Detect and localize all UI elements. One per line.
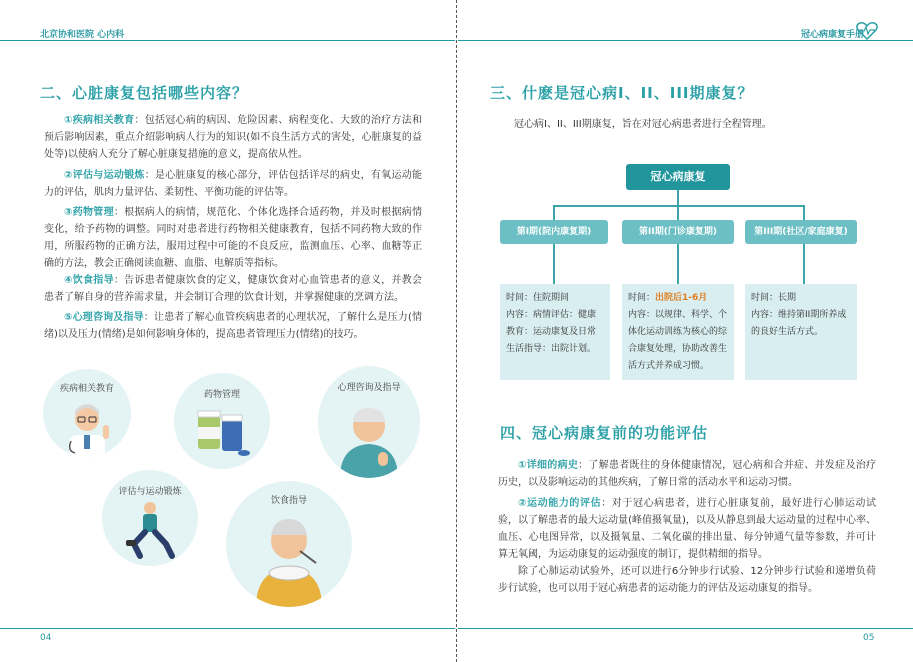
circle-label: 心理咨询及指导 [337, 383, 401, 393]
medicine-bottle-icon [194, 409, 254, 457]
eating-man-icon [252, 511, 326, 607]
item-education [44, 112, 422, 163]
section-3-intro: 冠心病I、II、III期康复，旨在对冠心病患者进行全程管理。 [514, 119, 772, 130]
phase-2-detail [622, 284, 734, 380]
item-text: ：是心脏康复的核心部分，评估包括详尽的病史，有氧运动能力的评估，肌肉力量评估、柔韧性、平衡功能的评估等。 [44, 170, 423, 198]
section-4-title: 四、冠心病康复前的功能评估 [500, 424, 709, 442]
item-psych [44, 309, 422, 343]
item-term: ②评估与运动锻炼 [64, 170, 145, 181]
detail-time [751, 290, 851, 307]
detail-time [506, 290, 604, 307]
detail-content-label: 内容： [506, 310, 534, 320]
circle-psych [318, 366, 420, 478]
item-text: ：告诉患者健康饮食的定义，健康饮食对心血管患者的意义，并教会患者了解自身的营养需求量，并会制订合理的饮食计划，并掌握健康的烹调方法。 [44, 275, 423, 303]
detail-time-value: 住院期间 [533, 293, 570, 303]
elderly-man-icon [334, 396, 404, 478]
right-page [458, 0, 913, 662]
detail-time-label: 时间： [506, 293, 534, 303]
right-bottom-rule [458, 628, 913, 629]
detail-time-value: 长期 [778, 293, 797, 303]
phase-2-label: 第II期(门诊康复期) [622, 220, 734, 244]
heart-pulse-icon [856, 22, 878, 40]
detail-time [628, 290, 728, 307]
detail-time-label: 时间： [628, 293, 656, 303]
detail-content-value: 维持第II期所养成的良好生活方式。 [751, 310, 847, 337]
detail-content [628, 307, 728, 375]
right-page-number: 05 [863, 633, 875, 643]
left-page [0, 0, 455, 662]
item-term: ③药物管理 [64, 207, 114, 218]
circle-label: 药物管理 [203, 390, 240, 400]
phase-3-label: 第III期(社区/家庭康复) [745, 220, 857, 244]
right-header: 冠心病康复手册 [801, 30, 865, 40]
flow-connector [803, 205, 805, 220]
left-page-number: 04 [40, 633, 52, 643]
detail-content-value: 病情评估：健康教育：运动康复及日常生活指导：出院计划。 [506, 310, 597, 354]
detail-content [506, 307, 604, 358]
flow-connector [677, 205, 679, 220]
flow-root: 冠心病康复 [626, 164, 730, 190]
book-spine [456, 0, 457, 662]
item-text: ：包括冠心病的病因、危险因素、病程变化、大致的治疗方法和预后影响因素，重点介绍影响病人行为的知识(如不良生活方式的害处，心脏康复的益处等)以使病人充分了解心脏康复措施的意义，提高依从性。 [44, 115, 423, 160]
detail-content-label: 内容： [751, 310, 779, 320]
detail-time-label: 时间： [751, 293, 779, 303]
item-text: ：根据病人的病情，规范化、个体化选择合适药物，并及时根据病情变化，给予药物的调整。同时对患者进行药物相关健康教育，包括不同药物大致的作用，所服药物的正确方法，服用过程中可能的不良反应，监测血压、心率、血糖等正确的方法，教会正确阅读血糖、血脂、电解质等指标。 [44, 207, 423, 269]
left-bottom-rule [0, 628, 455, 629]
circle-label: 疾病相关教育 [59, 384, 114, 394]
detail-time-value: 出院后1-6月 [655, 293, 708, 303]
flow-connector [803, 244, 805, 284]
item-text: ：对于冠心病患者，进行心脏康复前，最好进行心肺运动试验，以了解患者的最大运动量(峰值摄氧量)，以及从静息到最大运动量的过程中心率、血压、心电图异常，以及摄氧量、二氧化碳的排出量、每分钟通气量等参数，并可计算无氧阈，为运动康复的运动强度的制订，提供精细的指导。 [498, 498, 876, 560]
right-top-rule [458, 40, 913, 41]
circle-diet [226, 481, 352, 607]
phase-3-detail [745, 284, 857, 380]
left-top-rule [0, 40, 455, 41]
flow-connector [553, 205, 555, 220]
section-2-title: 二、心脏康复包括哪些内容？ [40, 84, 249, 102]
flow-connector [677, 244, 679, 284]
item-term: ⑤心理咨询及指导 [64, 312, 144, 323]
item-diet [44, 272, 422, 306]
item-exercise [44, 167, 422, 201]
left-header: 北京协和医院 心内科 [40, 30, 125, 40]
item-text: ：让患者了解心血管疾病患者的心理状况，了解什么是压力(情绪)以及压力(情绪)是如何影响身体的，提高患者管理压力(情绪)的技巧。 [44, 312, 423, 340]
item-term: ①疾病相关教育 [64, 115, 135, 126]
assessment-capacity [498, 495, 876, 563]
assessment-note: 除了心肺运动试验外，还可以进行6分钟步行试验、12分钟步行试验和递增负荷步行试验，也可以用于冠心病患者的运动能力的评估及运动康复的指导。 [498, 566, 876, 594]
assessment-history [498, 457, 876, 491]
detail-content-label: 内容： [628, 310, 656, 320]
item-term: ④饮食指导 [64, 275, 114, 286]
exercise-person-icon [120, 500, 180, 560]
detail-content-value: 以规律、科学、个体化运动训练为核心的综合康复处理，协助改善生活方式并养成习惯。 [628, 310, 728, 371]
flow-connector [677, 190, 679, 206]
item-text: ：了解患者既往的身体健康情况，冠心病和合并症、并发症及治疗历史，以及影响运动的其他疾病，了解日常的活动水平和运动习惯。 [498, 460, 877, 488]
flow-connector [553, 244, 555, 284]
circle-label: 评估与运动锻炼 [118, 487, 182, 497]
phase-1-detail [500, 284, 610, 380]
detail-content [751, 307, 851, 341]
circle-label: 饮食指导 [270, 496, 307, 506]
circle-medicine [174, 373, 270, 469]
circle-education [43, 369, 131, 457]
doctor-icon [57, 395, 117, 457]
phase-1-label: 第I期(院内康复期) [500, 220, 608, 244]
section-3-title: 三、什麽是冠心病I、II、III期康复？ [490, 84, 754, 102]
item-term: ②运动能力的评估 [518, 498, 602, 509]
flow-connector [553, 205, 805, 207]
item-term: ①详细的病史 [518, 460, 579, 471]
circle-exercise [102, 470, 198, 566]
item-medicine [44, 204, 422, 272]
